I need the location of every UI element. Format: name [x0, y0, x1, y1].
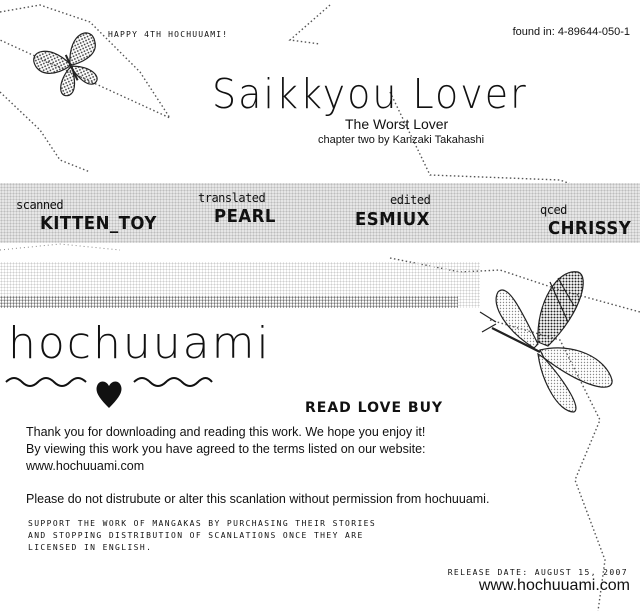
chapter-info: chapter two by Kanzaki Takahashi — [318, 134, 485, 146]
halftone-stripe — [0, 296, 458, 308]
anniversary-banner: HAPPY 4TH HOCHUUAMI! — [108, 30, 229, 39]
credit-name-translator: PEARL — [214, 206, 276, 227]
thank-you-line: Thank you for downloading and reading this work. We hope you enjoy it! — [26, 425, 426, 439]
website-link[interactable]: www.hochuuami.com — [26, 459, 145, 473]
credit-name-scanner: KITTEN_TOY — [40, 213, 157, 234]
credit-name-qcer: CHRISSY — [548, 218, 632, 239]
group-logo: hochuuami — [8, 318, 271, 369]
support-note-line: AND STOPPING DISTRIBUTION OF SCANLATIONS ONCE THEY ARE — [28, 531, 364, 540]
credit-role-edited: edited — [390, 193, 431, 207]
heart-icon — [95, 378, 123, 410]
credit-role-scanned: scanned — [16, 198, 64, 212]
credit-role-qced: qced — [540, 203, 567, 217]
distribution-notice: Please do not distrubute or alter this scanlation without permission from hochuuami. — [26, 492, 490, 506]
support-note — [28, 518, 376, 554]
butterfly-icon — [30, 24, 110, 104]
credits-band — [0, 183, 640, 243]
support-note-line: LICENSED IN ENGLISH. — [28, 543, 153, 552]
credit-role-translated: translated — [198, 191, 266, 205]
manga-title: Saikkyou Lover — [212, 70, 528, 118]
footer-url[interactable]: www.hochuuami.com — [478, 577, 630, 594]
terms-line: By viewing this work you have agreed to the terms listed on our website: — [26, 442, 426, 456]
release-date: RELEASE DATE: AUGUST 15, 2007 — [447, 568, 628, 577]
credit-name-editor: ESMIUX — [355, 209, 430, 230]
manga-subtitle: The Worst Lover — [345, 116, 449, 132]
slogan: READ LOVE BUY — [305, 400, 444, 416]
isbn-source: found in: 4-89644-050-1 — [512, 26, 630, 38]
support-note-line: SUPPORT THE WORK OF MANGAKAS BY PURCHASING THEIR STORIES — [28, 519, 377, 528]
butterfly-icon — [478, 262, 628, 432]
